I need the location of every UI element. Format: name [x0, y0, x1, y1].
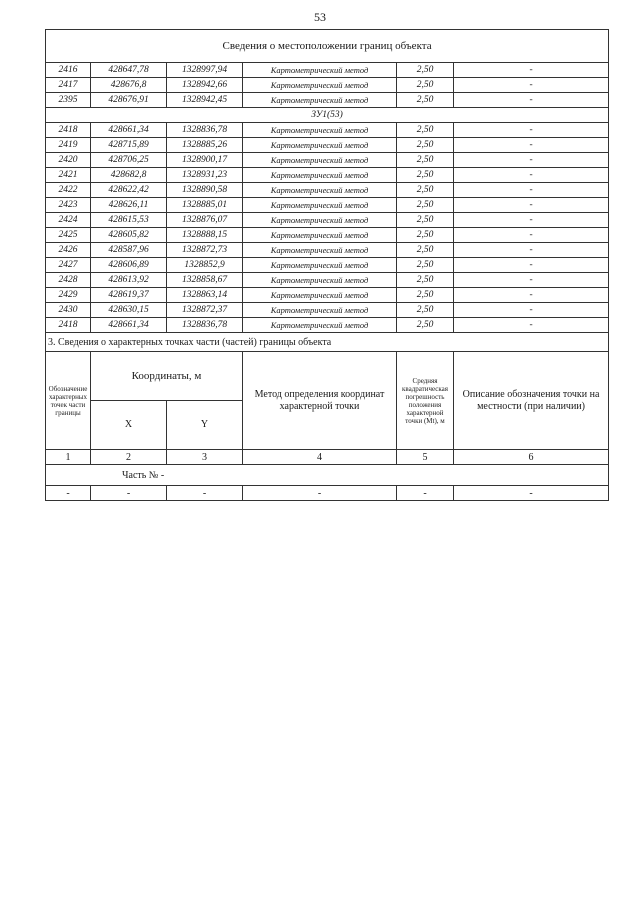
column-number: 1 — [46, 450, 91, 465]
column-number: 5 — [397, 450, 454, 465]
description-cell: - — [454, 273, 609, 288]
coord-x-cell: 428613,92 — [91, 273, 167, 288]
point-id-cell: 2421 — [46, 168, 91, 183]
empty-cell: - — [91, 486, 167, 501]
header-point-id: Обозначение характерных точек части границы — [46, 352, 91, 450]
description-cell: - — [454, 153, 609, 168]
accuracy-cell: 2,50 — [397, 168, 454, 183]
description-cell: - — [454, 303, 609, 318]
coord-y-cell: 1328836,78 — [167, 123, 243, 138]
method-cell: Картометрический метод — [243, 123, 397, 138]
column-number: 6 — [454, 450, 609, 465]
accuracy-cell: 2,50 — [397, 243, 454, 258]
table-row — [46, 198, 609, 213]
method-cell: Картометрический метод — [243, 303, 397, 318]
method-cell: Картометрический метод — [243, 258, 397, 273]
table-row — [46, 123, 609, 138]
accuracy-cell: 2,50 — [397, 213, 454, 228]
accuracy-cell: 2,50 — [397, 303, 454, 318]
coord-x-cell: 428676,91 — [91, 93, 167, 108]
point-id-cell: 2425 — [46, 228, 91, 243]
description-cell: - — [454, 213, 609, 228]
coord-y-cell: 1328942,45 — [167, 93, 243, 108]
accuracy-cell: 2,50 — [397, 228, 454, 243]
point-id-cell: 2429 — [46, 288, 91, 303]
section-title: Сведения о местоположении границ объекта — [46, 30, 609, 63]
point-id-cell: 2424 — [46, 213, 91, 228]
description-cell: - — [454, 93, 609, 108]
accuracy-cell: 2,50 — [397, 198, 454, 213]
table-row — [46, 258, 609, 273]
description-cell: - — [454, 78, 609, 93]
coord-x-cell: 428706,25 — [91, 153, 167, 168]
description-cell: - — [454, 63, 609, 78]
section-title-row — [46, 30, 609, 63]
coord-x-cell: 428715,89 — [91, 138, 167, 153]
method-cell: Картометрический метод — [243, 213, 397, 228]
coord-x-cell: 428626,11 — [91, 198, 167, 213]
coord-x-cell: 428615,53 — [91, 213, 167, 228]
coord-y-cell: 1328852,9 — [167, 258, 243, 273]
coord-x-cell: 428682,8 — [91, 168, 167, 183]
coord-x-cell: 428587,96 — [91, 243, 167, 258]
point-id-cell: 2423 — [46, 198, 91, 213]
column-number: 3 — [167, 450, 243, 465]
point-id-cell: 2395 — [46, 93, 91, 108]
coord-x-cell: 428619,37 — [91, 288, 167, 303]
header-y: Y — [167, 401, 243, 450]
coord-y-cell: 1328872,37 — [167, 303, 243, 318]
description-cell: - — [454, 198, 609, 213]
part-row — [46, 465, 609, 486]
column-number-row — [46, 450, 609, 465]
description-cell: - — [454, 243, 609, 258]
coord-y-cell: 1328872,73 — [167, 243, 243, 258]
point-id-cell: 2420 — [46, 153, 91, 168]
point-id-cell: 2419 — [46, 138, 91, 153]
accuracy-cell: 2,50 — [397, 78, 454, 93]
point-id-cell: 2416 — [46, 63, 91, 78]
header-method: Метод определения координат характерной точки — [243, 352, 397, 450]
table-row — [46, 213, 609, 228]
accuracy-cell: 2,50 — [397, 273, 454, 288]
section3-title-row — [46, 333, 609, 352]
subheader-row — [46, 108, 609, 123]
accuracy-cell: 2,50 — [397, 183, 454, 198]
table-row — [46, 273, 609, 288]
boundary-table — [45, 29, 609, 501]
coord-y-cell: 1328900,17 — [167, 153, 243, 168]
coord-y-cell: 1328876,07 — [167, 213, 243, 228]
coord-y-cell: 1328942,66 — [167, 78, 243, 93]
empty-cell: - — [243, 486, 397, 501]
coord-y-cell: 1328885,01 — [167, 198, 243, 213]
method-cell: Картометрический метод — [243, 63, 397, 78]
coord-y-cell: 1328863,14 — [167, 288, 243, 303]
coord-y-cell: 1328997,94 — [167, 63, 243, 78]
table-row — [46, 288, 609, 303]
method-cell: Картометрический метод — [243, 228, 397, 243]
accuracy-cell: 2,50 — [397, 153, 454, 168]
coord-x-cell: 428630,15 — [91, 303, 167, 318]
method-cell: Картометрический метод — [243, 138, 397, 153]
coord-y-cell: 1328931,23 — [167, 168, 243, 183]
point-id-cell: 2430 — [46, 303, 91, 318]
coord-x-cell: 428606,89 — [91, 258, 167, 273]
accuracy-cell: 2,50 — [397, 93, 454, 108]
method-cell: Картометрический метод — [243, 93, 397, 108]
description-cell: - — [454, 138, 609, 153]
table-row — [46, 153, 609, 168]
table-row — [46, 243, 609, 258]
table-row — [46, 78, 609, 93]
accuracy-cell: 2,50 — [397, 63, 454, 78]
accuracy-cell: 2,50 — [397, 288, 454, 303]
point-id-cell: 2418 — [46, 123, 91, 138]
section3-title: 3. Сведения о характерных точках части (частей) границы объекта — [46, 333, 609, 352]
accuracy-cell: 2,50 — [397, 123, 454, 138]
coord-y-cell: 1328885,26 — [167, 138, 243, 153]
method-cell: Картометрический метод — [243, 243, 397, 258]
point-id-cell: 2418 — [46, 318, 91, 333]
header-row-1 — [46, 352, 609, 401]
table-row — [46, 138, 609, 153]
header-coords: Координаты, м — [91, 352, 243, 401]
method-cell: Картометрический метод — [243, 78, 397, 93]
coord-x-cell: 428661,34 — [91, 318, 167, 333]
table-row — [46, 183, 609, 198]
method-cell: Картометрический метод — [243, 318, 397, 333]
coord-y-cell: 1328836,78 — [167, 318, 243, 333]
column-number: 4 — [243, 450, 397, 465]
method-cell: Картометрический метод — [243, 183, 397, 198]
table-row — [46, 63, 609, 78]
accuracy-cell: 2,50 — [397, 258, 454, 273]
empty-cell: - — [167, 486, 243, 501]
method-cell: Картометрический метод — [243, 198, 397, 213]
method-cell: Картометрический метод — [243, 273, 397, 288]
description-cell: - — [454, 228, 609, 243]
table-row — [46, 168, 609, 183]
parcel-subheader: ЗУ1(53) — [46, 108, 609, 123]
description-cell: - — [454, 168, 609, 183]
empty-row — [46, 486, 609, 501]
coord-x-cell: 428676,8 — [91, 78, 167, 93]
accuracy-cell: 2,50 — [397, 318, 454, 333]
accuracy-cell: 2,50 — [397, 138, 454, 153]
point-id-cell: 2427 — [46, 258, 91, 273]
coord-y-cell: 1328858,67 — [167, 273, 243, 288]
table-row — [46, 93, 609, 108]
page-number: 53 — [314, 10, 326, 24]
description-cell: - — [454, 258, 609, 273]
header-accuracy: Средняя квадратическая погрешность положения характерной точки (Mt), м — [397, 352, 454, 450]
method-cell: Картометрический метод — [243, 288, 397, 303]
method-cell: Картометрический метод — [243, 153, 397, 168]
empty-cell: - — [454, 486, 609, 501]
table-row — [46, 318, 609, 333]
description-cell: - — [454, 183, 609, 198]
point-id-cell: 2426 — [46, 243, 91, 258]
point-id-cell: 2428 — [46, 273, 91, 288]
coord-x-cell: 428622,42 — [91, 183, 167, 198]
description-cell: - — [454, 288, 609, 303]
coord-y-cell: 1328890,58 — [167, 183, 243, 198]
coord-x-cell: 428647,78 — [91, 63, 167, 78]
description-cell: - — [454, 318, 609, 333]
part-label: Часть № - — [46, 465, 609, 486]
header-description: Описание обозначения точки на местности (при наличии) — [454, 352, 609, 450]
table-row — [46, 228, 609, 243]
coord-x-cell: 428605,82 — [91, 228, 167, 243]
point-id-cell: 2422 — [46, 183, 91, 198]
column-number: 2 — [91, 450, 167, 465]
header-x: X — [91, 401, 167, 450]
method-cell: Картометрический метод — [243, 168, 397, 183]
empty-cell: - — [46, 486, 91, 501]
point-id-cell: 2417 — [46, 78, 91, 93]
description-cell: - — [454, 123, 609, 138]
empty-cell: - — [397, 486, 454, 501]
table-row — [46, 303, 609, 318]
coord-x-cell: 428661,34 — [91, 123, 167, 138]
coord-y-cell: 1328888,15 — [167, 228, 243, 243]
